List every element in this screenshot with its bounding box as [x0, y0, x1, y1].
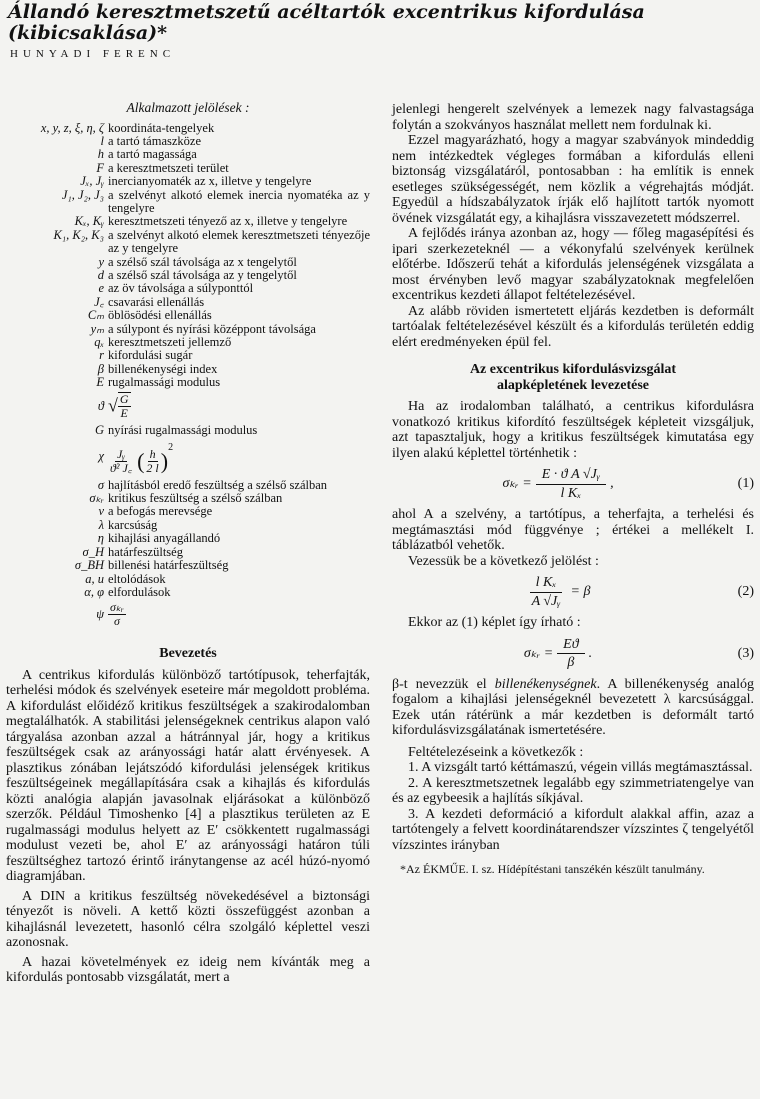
beta-text-2: . A billenékenység analóg fogalom a kihajlási jelenségeknél bevezetett λ karcsúsággal. Ezek után rátérünk a már kezdetben is deformált tartó kifordulásvizsgálatának ismertetésére.: [392, 676, 755, 738]
notation-row: [6, 229, 370, 256]
beta-text-1: β-t nevezzük el: [392, 676, 495, 692]
equation-1: [392, 467, 754, 501]
footnote: [392, 863, 754, 876]
notation-definition: eltolódások: [108, 571, 166, 586]
notation-row: [6, 135, 370, 148]
eq1-lhs: σₖᵣ =: [502, 476, 532, 492]
notation-symbol: G: [94, 422, 104, 437]
notation-definition: öblösödési ellenállás: [108, 308, 212, 323]
notation-definition: a szelvényt alkotó elemek keresztmetszeti tényezője az y tengelyre: [108, 227, 370, 256]
notation-list: [6, 122, 370, 390]
assumptions-intro: Feltételezéseink a következők :: [408, 744, 584, 760]
notation-definition: keresztmetszeti tényező az x, illetve y tengelyre: [108, 214, 348, 229]
notation-symbol: σ_H: [82, 544, 104, 559]
notation-definition: a befogás merevsége: [108, 504, 213, 519]
notation-heading: Alkalmazott jelölések :: [126, 100, 250, 115]
notation-row: [6, 532, 370, 545]
notation-row-psi: [6, 601, 370, 628]
notation-row: [6, 363, 370, 376]
notation-symbol: Cₘ: [87, 308, 104, 323]
notation-row: [6, 256, 370, 269]
notation-symbol: r: [99, 348, 104, 363]
notation-definition: a tartó magassága: [108, 147, 197, 162]
eq2-rhs: = β: [570, 584, 591, 600]
notation-symbol: σ_BH: [74, 558, 104, 573]
notation-definition: a szélső szál távolsága az x tengelytől: [108, 254, 297, 269]
notation-row-theta: [6, 392, 370, 420]
assumption-item: 2. A keresztmetszetnek legalább egy szimmetriatengelye van és az egybeesik a hajlítás síkjával.: [392, 775, 754, 806]
notation-definition: a keresztmetszeti terület: [108, 160, 229, 175]
notation-list-2: [6, 479, 370, 600]
notation-definition: a tartó támaszköze: [108, 133, 202, 148]
author-name: HUNYADI FERENC: [10, 48, 176, 60]
notation-symbol: l: [100, 133, 104, 148]
notation-symbol: ν: [98, 504, 104, 519]
eq1-number: (1): [737, 476, 754, 492]
notation-row: [6, 189, 370, 216]
notation-symbol: α, φ: [84, 584, 104, 599]
assumption-item: 1. A vizsgált tartó kéttámaszú, végein villás megtámasztással.: [408, 760, 753, 775]
notation-definition: nyírási rugalmassági modulus: [108, 422, 258, 437]
notation-row: [6, 175, 370, 188]
notation-chi-formula: $\frac{\text{Jᵧ}}{\text{ϑ² J꜀}}$ ( $\frac{h}{2 l}$ )$^2$: [110, 442, 174, 475]
notation-row: [6, 573, 370, 586]
notation-row: [6, 546, 370, 559]
eq2-number: (2): [737, 584, 754, 600]
chi-denominator: ϑ² J꜀: [110, 460, 132, 475]
notation-definition: rugalmassági modulus: [108, 375, 221, 390]
notation-symbol: β: [97, 361, 104, 376]
notation-row: [6, 519, 370, 532]
notation-definition: billenési határfeszültség: [108, 558, 229, 573]
notation-row: [6, 296, 370, 309]
notation-symbol: E: [96, 375, 104, 390]
body-paragraph: Ekkor az (1) képlet így írható :: [408, 615, 581, 630]
notation-psi-formula: [108, 601, 370, 628]
section-heading: [392, 362, 754, 393]
body-paragraph: jelenlegi hengerelt szelvények a lemezek nagy falvastagsága folytán a szokványos használat mellett nem fordulnak ki.: [392, 102, 754, 133]
notation-row: [6, 505, 370, 518]
notation-symbol: x, y, z, ξ, η, ζ: [40, 120, 104, 135]
notation-symbol: λ: [98, 517, 104, 532]
chi-exponent: 2: [168, 442, 174, 454]
paper-title: Állandó keresztmetszetű acéltartók excentrikus kifordulása (kibicsaklása)*: [8, 1, 645, 44]
eq1-numerator: E · ϑ A √Jᵧ: [536, 467, 606, 485]
body-paragraph: Ezzel magyarázható, hogy a magyar szabványok mindeddig nem intézkedtek végleges formában a kifordulás elleni biztonság vizsgálatáról, pontosabban : ha említik is ennek esetleges szükségességét, nem közlik a végrehajtás módját. Egyedül a hídszabályzatok írják elő hajlított tartók nyomott övének vizsgálatát egy, a kihajlásra visszavezetett módszerrel.: [392, 133, 754, 226]
notation-definition: billenékenységi index: [108, 361, 218, 376]
eq3-tail: .: [588, 645, 593, 661]
notation-symbol: J₁, J₂, J₃: [61, 187, 104, 202]
notation-definition: a szélső szál távolsága az y tengelytől: [108, 267, 297, 282]
notation-row-chi: [6, 441, 370, 475]
body-paragraph: ahol A a szelvény, a tartótípus, a teherfajta, a terhelési és megtámasztási mód függvénye ; értékei a mellékelt I. táblázatból vehetők.: [392, 507, 754, 553]
notation-row: [6, 282, 370, 295]
psi-denominator: σ: [114, 614, 120, 629]
notation-definition: keresztmetszeti jellemző: [108, 335, 232, 349]
notation-definition: a súlypont és nyírási középpont távolsága: [108, 321, 316, 336]
notation-row: [6, 479, 370, 492]
notation-row: [6, 162, 370, 175]
notation-theta-formula: √ $\frac{G}{E}$: [108, 391, 129, 420]
eq3-lhs: σₖᵣ =: [523, 645, 554, 661]
notation-row: [6, 122, 370, 135]
notation-row: [6, 559, 370, 572]
notation-row: [6, 492, 370, 505]
notation-row: [6, 323, 370, 336]
notation-row: [6, 215, 370, 228]
notation-symbol: h: [97, 147, 104, 162]
notation-definition: hajlításból eredő feszültség a szélső szálban: [108, 477, 328, 492]
equation-3: [392, 637, 754, 671]
notation-definition: kritikus feszültség a szélső szálban: [108, 491, 283, 506]
notation-row: [6, 309, 370, 322]
right-column: [392, 102, 754, 876]
eq1-denominator: l Kₓ: [560, 485, 582, 501]
notation-row: [6, 586, 370, 599]
assumption-item: 3. A kezdeti deformáció a kifordult alakkal affin, azaz a tartótengely a felvett koordinátarendszer vízszintes ζ tengelyétől vízszintes irányban: [392, 806, 754, 853]
chi-h-numerator: h: [149, 446, 156, 461]
notation-symbol: F: [96, 160, 104, 175]
body-paragraph: Ha az irodalomban található, a centrikus kifordulásra vonatkozó kritikus kifordító feszültségek képleteit vizsgáljuk, azt tapasztaljuk, hogy a kritikus feszültségek kimutatása egy ilyen alakú képlettel történhetik :: [392, 399, 754, 461]
notation-row: [6, 148, 370, 161]
psi-numerator: σₖᵣ: [110, 600, 124, 615]
notation-symbol: yₘ: [90, 321, 104, 336]
notation-symbol: qₓ: [94, 335, 104, 349]
notation-symbol: K₁, K₂, K₃: [53, 227, 104, 242]
notation-row: [6, 376, 370, 389]
notation-symbol: y: [98, 254, 104, 269]
chi-h-denominator: 2 l: [146, 460, 159, 475]
notation-definition: koordináta-tengelyek: [108, 120, 215, 135]
chi-numerator: Jᵧ: [116, 446, 126, 461]
notation-symbol: J꜀: [94, 294, 104, 309]
notation-definition: kihajlási anyagállandó: [108, 531, 221, 546]
notation-definition: inercianyomaték az x, illetve y tengelyre: [108, 174, 312, 189]
notation-symbol: ψ: [96, 607, 104, 622]
section-heading-line-1: Az excentrikus kifordulásvizsgálat: [469, 362, 677, 377]
intro-paragraph: A hazai követelmények ez ideig nem kívánták meg a kifordulás pontosabb vizsgálatát, mert a: [6, 954, 370, 986]
equation-2: [392, 575, 754, 609]
eq3-numerator: Eϑ: [557, 637, 584, 655]
beta-term: billenékenységnek: [494, 676, 597, 692]
notation-row: [6, 336, 370, 349]
footnote-text: *Az ÉKMŰE. I. sz. Hídépítéstani tanszékén készült tanulmány.: [400, 862, 705, 876]
theta-denominator: E: [120, 405, 128, 420]
notation-symbol: χ: [98, 449, 104, 464]
notation-row-G: [6, 424, 370, 437]
eq1-tail: ,: [610, 476, 614, 492]
notation-symbol: d: [97, 267, 104, 282]
notation-symbol: σₖᵣ: [89, 491, 104, 506]
notation-definition: elfordulások: [108, 584, 171, 599]
intro-heading: Bevezetés: [159, 646, 217, 662]
notation-definition: kifordulási sugár: [108, 348, 193, 363]
left-column: [6, 100, 370, 986]
notation-symbol: Jₓ, Jᵧ: [80, 174, 104, 189]
intro-paragraph: A DIN a kritikus feszültség növekedésével a biztonsági tényezőt is növeli. A kettő közti összefüggést azonban a kihajlásnál levezetett, hasonló célra szolgáló képlettel veszi azonosnak.: [6, 888, 370, 951]
eq3-denominator: β: [567, 655, 575, 670]
notation-symbol: ϑ: [97, 398, 104, 413]
theta-numerator: G: [119, 391, 129, 406]
notation-definition: az öv távolsága a súlyponttól: [108, 281, 254, 296]
eq2-numerator: l Kₓ: [530, 575, 563, 593]
eq3-number: (3): [737, 645, 754, 661]
notation-definition: karcsúság: [108, 517, 158, 532]
section-heading-line-2: alapképletének levezetése: [496, 377, 649, 393]
notation-definition: határfeszültség: [108, 544, 183, 559]
notation-symbol: a, u: [85, 571, 104, 586]
notation-symbol: σ: [97, 477, 104, 492]
notation-symbol: η: [97, 531, 104, 546]
body-paragraph-beta: [392, 677, 754, 739]
notation-row: [6, 349, 370, 362]
notation-symbol: e: [98, 281, 104, 296]
notation-definition: csavarási ellenállás: [108, 294, 205, 309]
notation-row: [6, 269, 370, 282]
body-paragraph: Vezessük be a következő jelölést :: [408, 553, 599, 569]
notation-symbol: Kₓ, Kᵧ: [74, 214, 104, 229]
body-paragraph: Az alább röviden ismertetett eljárás kezdetben is deformált tartóalak feltételezésével készült és a kifordulás területén eddig elért eredményeken épül fel.: [392, 303, 754, 350]
notation-definition: a szelvényt alkotó elemek inercia nyomatéka az y tengelyre: [108, 187, 370, 215]
body-paragraph: A fejlődés iránya azonban az, hogy — főleg magasépítési és ipari szerkezeteknél — a vékonyfalú szelvények kerülnek előtérbe. Időszerű tehát a kifordulás jelenségének vizsgálata a most érvényben levő magyar szabályzatoknak megfelelően excentrikus kezdeti állapot feltételezésével.: [392, 226, 754, 303]
eq2-denominator: A √Jᵧ: [531, 593, 561, 609]
intro-paragraph: A centrikus kifordulás különböző tartótípusok, teherfajták, terhelési módok és szelvények eseteire már megoldott probléma. A kifordulást előidéző kritikus feszültségek a szakirodalomban megtalálhatók. A stabilitási jelenségeknek centrikus alapon való tárgyalása azonban azzal a hátránnyal jár, hogy a kritikus feszültségek csak az arányossági határ alatt érvényesek. A plasztikus zónában lejátszódó kifordulási jelenségek kritikus feszültségeinek megállapítására csak a kihajlás és kifordulás közti analógia alapján javasolnak eljárásokat a különböző szerzők. Például Timoshenko [4] a plasztikus területen az E rugalmassági modulus helyett az E′ csökkentett rugalmassági modulust vezeti be, ahol E′ az arányossági határon túli feszültséghez tartozó érintő iránytangense az acél húzó-nyomó diagramjában.: [6, 667, 370, 885]
